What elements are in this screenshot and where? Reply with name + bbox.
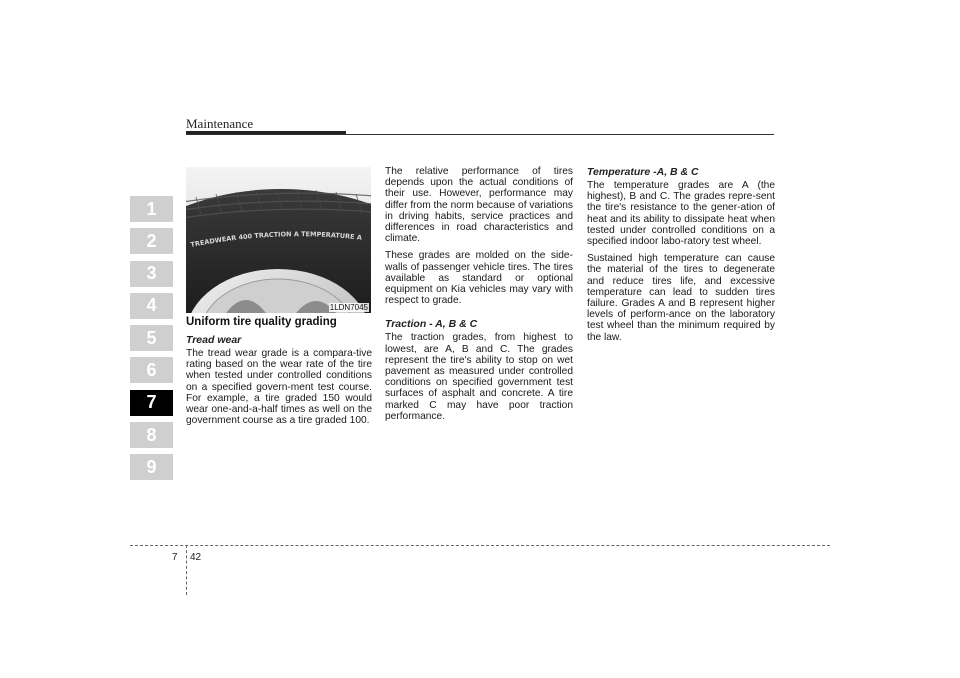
chapter-tab-7[interactable] [130, 390, 173, 416]
tread-wear-heading: Tread wear [186, 334, 242, 346]
chapter-tab-4[interactable] [130, 293, 173, 319]
column-2 [385, 166, 573, 428]
temperature-text-2: Sustained high temperature can cause the material of the tires to degenerate and reduce tires life, and excessive temperature can lead to sudden tires failure. Grades A and B represent higher levels of perform-ance on the laboratory test wheel than the minimum required by the law. [587, 253, 775, 343]
chapter-tab-label: 7 [146, 392, 157, 413]
chapter-tab-1[interactable] [130, 196, 173, 222]
chapter-tab-label: 2 [146, 230, 157, 251]
chapter-tab-label: 8 [146, 424, 157, 445]
chapter-tab-8[interactable] [130, 422, 173, 448]
chapter-tab-label: 1 [146, 198, 157, 219]
chapter-tab-label: 9 [146, 456, 157, 477]
traction-text: The traction grades, from highest to lowest, are A, B and C. The grades represent the tire's ability to stop on wet pavement as measured under controlled conditions on specified government test surfaces of asphalt and concrete. A tire marked C may have poor traction performance. [385, 332, 573, 422]
footer-page-number: 42 [190, 552, 202, 563]
chapter-tab-6[interactable] [130, 357, 173, 383]
temperature-text-1: The temperature grades are A (the highest), B and C. The grades repre-sent the tire's resistance to the gener-ation of heat and its ability to dissipate heat when tested under controlled conditions on a specified indoor labo-ratory test wheel. [587, 180, 775, 248]
column-3 [587, 166, 775, 349]
section-title: Uniform tire quality grading [186, 316, 337, 328]
chapter-tab-label: 4 [146, 295, 157, 316]
footer-rule [130, 545, 830, 546]
header-title: Maintenance [186, 116, 254, 131]
traction-heading: Traction - A, B & C [385, 318, 478, 331]
chapter-tab-3[interactable] [130, 261, 173, 287]
chapter-tab-9[interactable] [130, 454, 173, 480]
grades-molded-text: These grades are molded on the side-walls of passenger vehicle tires. The tires available as standard or optional equipment on Kia vehicles may vary with respect to grade. [385, 250, 573, 307]
tread-wear-text: The tread wear grade is a compara-tive rating based on the wear rate of the tire when tested under controlled conditions on a specified govern-ment test course. For example, a tire graded 150 would wear one-and-a-half times as well on the government course as a tire graded 100. [186, 348, 372, 427]
footer-chapter-number: 7 [172, 552, 178, 563]
tire-photo [186, 167, 371, 313]
column-1 [186, 316, 372, 432]
chapter-tab-label: 5 [146, 327, 157, 348]
chapter-tab-label: 6 [146, 359, 157, 380]
chapter-tab-2[interactable] [130, 228, 173, 254]
chapter-tab-5[interactable] [130, 325, 173, 351]
tire-illustration [186, 167, 371, 313]
chapter-tabs [130, 196, 173, 487]
temperature-heading: Temperature -A, B & C [587, 166, 699, 178]
chapter-tab-label: 3 [146, 263, 157, 284]
footer-divider [186, 545, 187, 595]
photo-code: 1LDN7045 [329, 303, 368, 312]
performance-text: The relative performance of tires depends upon the actual conditions of their use. However, performance may differ from the norm because of variations in driving habits, service practices and differences in road characteristics and climate. [385, 166, 573, 245]
tire-sidewall-text: TREADWEAR 400 TRACTION A TEMPERATURE A [189, 230, 363, 249]
header-rule [186, 134, 774, 135]
